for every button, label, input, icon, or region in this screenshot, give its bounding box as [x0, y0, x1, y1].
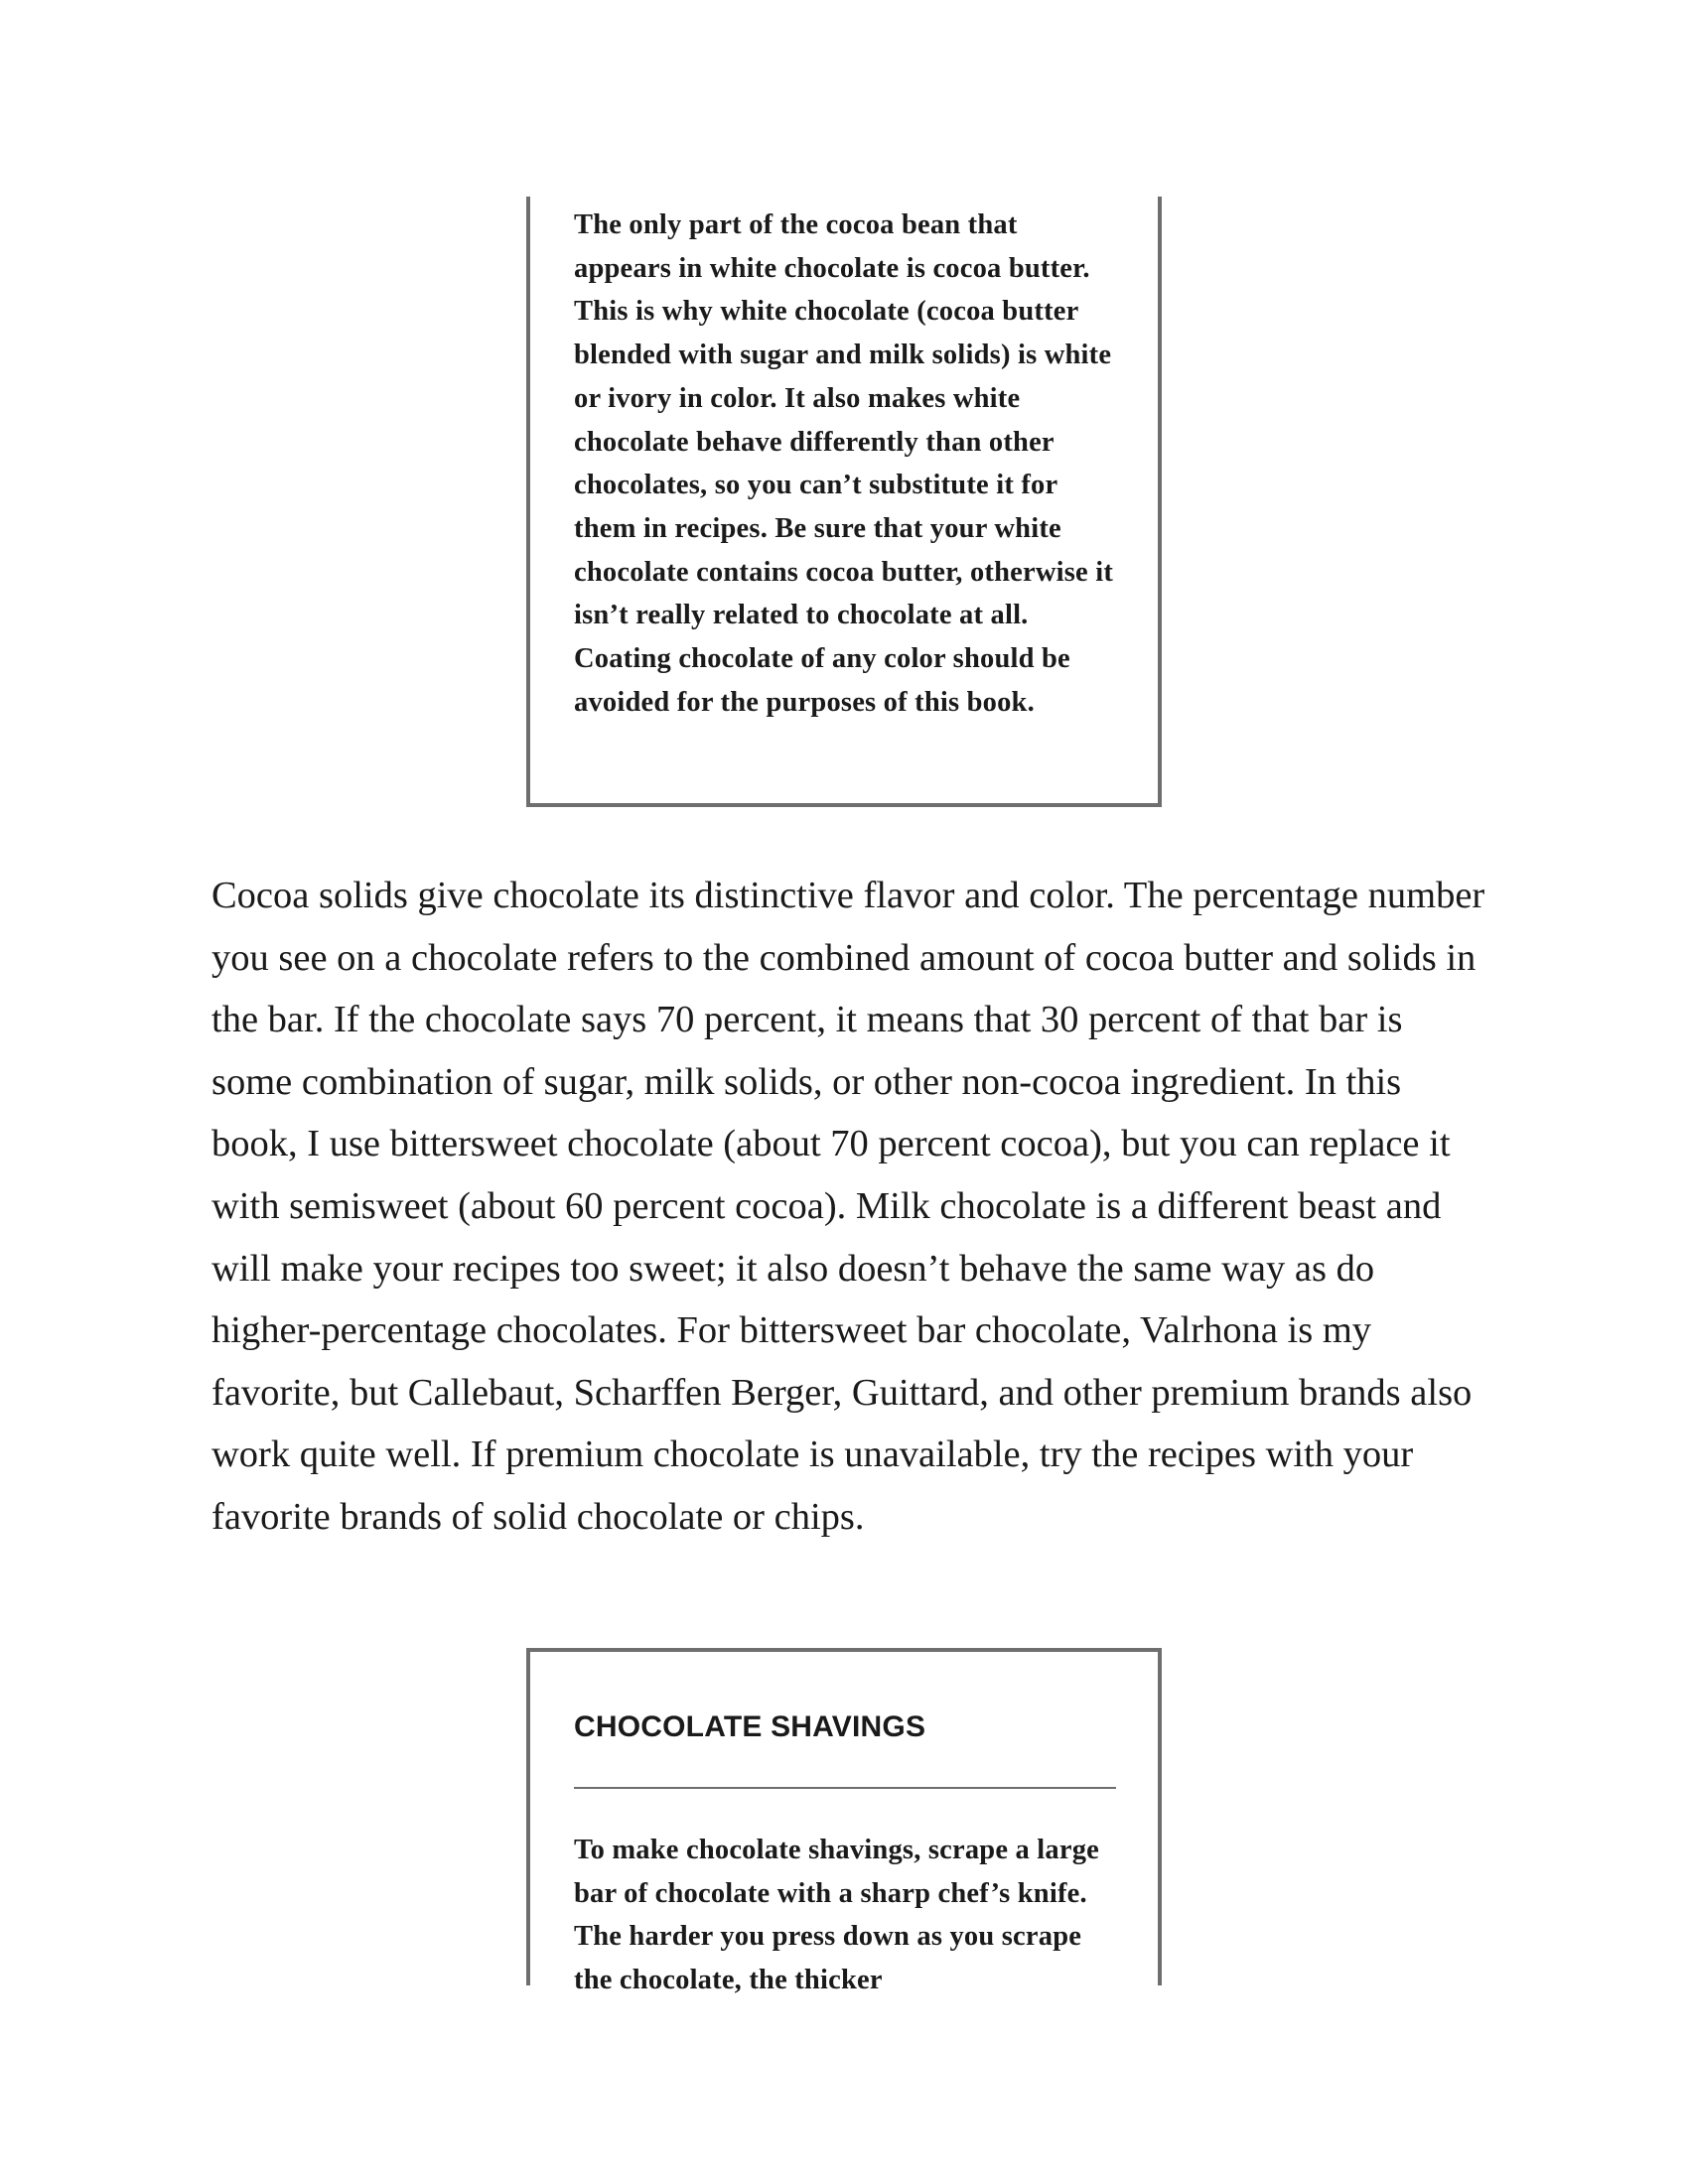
body-paragraph-cocoa-solids: Cocoa solids give chocolate its distinctive flavor and color. The percentage number you see on a chocolate refers to the combined amount of cocoa butter and solids in the bar. If the chocolate says 70 percent, it means that 30 percent of that bar is some combination of sugar, milk solids, or other non-cocoa ingredient. In this book, I use bittersweet chocolate (about 70 percent cocoa), but you can replace it with semisweet (about 60 percent cocoa). Milk chocolate is a different beast and will make your recipes too sweet; it also doesn’t behave the same way as do higher-percentage chocolates. For bittersweet bar chocolate, Valrhona is my favorite, but Callebaut, Scharffen Berger, Guittard, and other premium brands also work quite well. If premium chocolate is unavailable, try the recipes with your favorite brands of solid chocolate or chips. — [211, 875, 1485, 1538]
sidebar-chocolate-shavings — [526, 1648, 1162, 1996]
sidebar-divider — [574, 1787, 1116, 1789]
sidebar-white-chocolate — [526, 197, 1162, 807]
sidebar-heading: CHOCOLATE SHAVINGS — [574, 1710, 926, 1743]
sidebar-chocolate-shavings-text: To make chocolate shavings, scrape a large bar of chocolate with a sharp chef’s knife. The harder you press down as you scrape the chocolate, the thicker — [574, 1835, 1100, 1996]
sidebar-white-chocolate-text: The only part of the cocoa bean that appears in white chocolate is cocoa butter. This is why white chocolate (cocoa butter blended with sugar and milk solids) is white or ivory in color. It also makes white chocolate behave differently than other chocolates, so you can’t substitute it for them in recipes. Be sure that your white chocolate contains cocoa butter, otherwise it isn’t really related to chocolate at all. Coating chocolate of any color should be avoided for the purposes of this book. — [574, 209, 1114, 718]
